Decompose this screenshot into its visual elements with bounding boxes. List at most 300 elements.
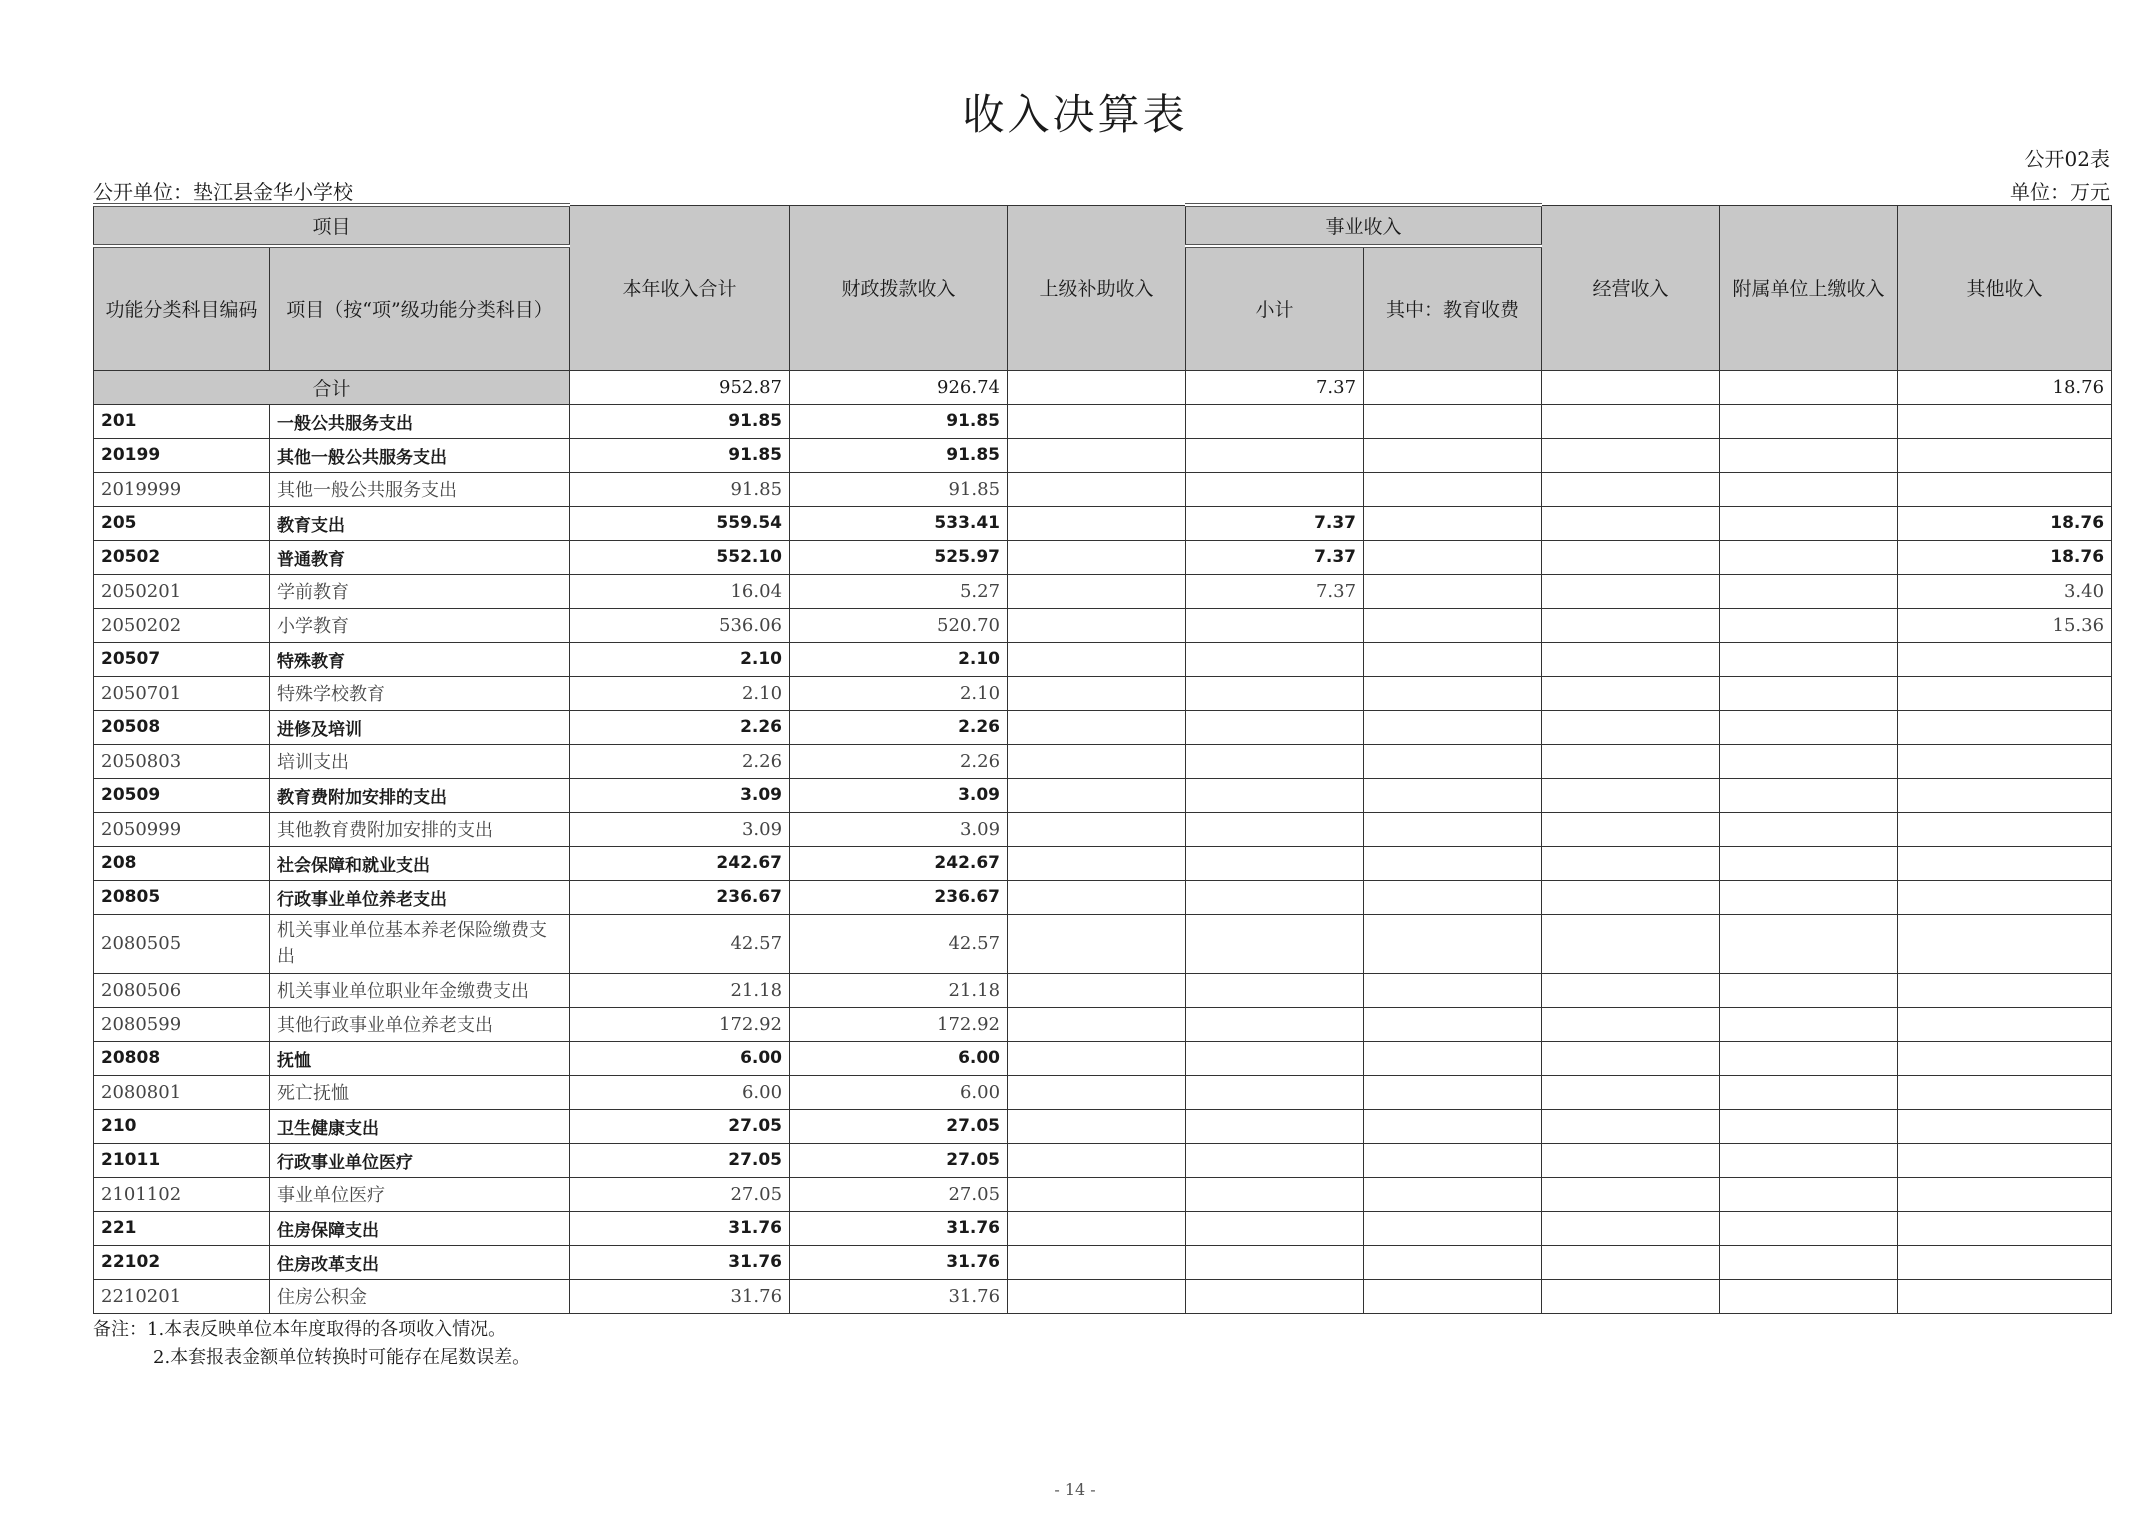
total-label: 合计 bbox=[94, 370, 570, 404]
header-operation: 经营收入 bbox=[1542, 205, 1720, 370]
row-affiliate bbox=[1720, 506, 1898, 540]
row-business-edu bbox=[1364, 608, 1542, 642]
row-business-edu bbox=[1364, 676, 1542, 710]
row-operation bbox=[1542, 404, 1720, 438]
row-business-subtotal bbox=[1186, 812, 1364, 846]
row-business-edu bbox=[1364, 1177, 1542, 1211]
row-fiscal: 31.76 bbox=[790, 1211, 1008, 1245]
row-code: 2050803 bbox=[94, 744, 270, 778]
row-other bbox=[1898, 438, 2112, 472]
row-total: 16.04 bbox=[570, 574, 790, 608]
row-other bbox=[1898, 880, 2112, 914]
row-fiscal: 3.09 bbox=[790, 778, 1008, 812]
row-affiliate bbox=[1720, 676, 1898, 710]
header-code: 功能分类科目编码 bbox=[94, 246, 270, 370]
row-operation bbox=[1542, 540, 1720, 574]
row-fiscal: 6.00 bbox=[790, 1041, 1008, 1075]
row-fiscal: 242.67 bbox=[790, 846, 1008, 880]
row-name: 特殊学校教育 bbox=[270, 676, 570, 710]
row-code: 221 bbox=[94, 1211, 270, 1245]
row-other bbox=[1898, 1245, 2112, 1279]
note-1: 备注：1.本表反映单位本年度取得的各项收入情况。 bbox=[93, 1319, 507, 1340]
row-business-subtotal bbox=[1186, 1075, 1364, 1109]
row-business-edu bbox=[1364, 540, 1542, 574]
row-other: 3.40 bbox=[1898, 574, 2112, 608]
header-business-subtotal: 小计 bbox=[1186, 246, 1364, 370]
table-row bbox=[94, 846, 2112, 880]
row-business-edu bbox=[1364, 1007, 1542, 1041]
row-business-subtotal bbox=[1186, 846, 1364, 880]
row-name: 教育费附加安排的支出 bbox=[270, 778, 570, 812]
row-name: 培训支出 bbox=[270, 744, 570, 778]
row-code: 2080801 bbox=[94, 1075, 270, 1109]
row-superior bbox=[1008, 1075, 1186, 1109]
row-fiscal: 91.85 bbox=[790, 438, 1008, 472]
row-other: 18.76 bbox=[1898, 540, 2112, 574]
table-row bbox=[94, 676, 2112, 710]
row-name: 社会保障和就业支出 bbox=[270, 846, 570, 880]
row-operation bbox=[1542, 676, 1720, 710]
header-affiliate: 附属单位上缴收入 bbox=[1720, 205, 1898, 370]
row-fiscal: 533.41 bbox=[790, 506, 1008, 540]
row-name: 学前教育 bbox=[270, 574, 570, 608]
row-code: 2080506 bbox=[94, 973, 270, 1007]
row-code: 2210201 bbox=[94, 1279, 270, 1313]
row-name: 事业单位医疗 bbox=[270, 1177, 570, 1211]
row-affiliate bbox=[1720, 438, 1898, 472]
row-business-subtotal bbox=[1186, 1041, 1364, 1075]
row-business-edu bbox=[1364, 404, 1542, 438]
row-name: 死亡抚恤 bbox=[270, 1075, 570, 1109]
row-affiliate bbox=[1720, 846, 1898, 880]
row-total: 559.54 bbox=[570, 506, 790, 540]
header-superior: 上级补助收入 bbox=[1008, 205, 1186, 370]
header-other: 其他收入 bbox=[1898, 205, 2112, 370]
table-row bbox=[94, 1211, 2112, 1245]
row-affiliate bbox=[1720, 1007, 1898, 1041]
row-fiscal: 3.09 bbox=[790, 812, 1008, 846]
table-row bbox=[94, 1075, 2112, 1109]
row-business-subtotal bbox=[1186, 1279, 1364, 1313]
row-code: 2050701 bbox=[94, 676, 270, 710]
row-operation bbox=[1542, 710, 1720, 744]
row-other bbox=[1898, 1177, 2112, 1211]
row-superior bbox=[1008, 880, 1186, 914]
row-business-subtotal bbox=[1186, 973, 1364, 1007]
table-row bbox=[94, 404, 2112, 438]
row-business-subtotal: 7.37 bbox=[1186, 506, 1364, 540]
row-business-subtotal bbox=[1186, 676, 1364, 710]
row-business-subtotal: 7.37 bbox=[1186, 574, 1364, 608]
row-affiliate bbox=[1720, 1177, 1898, 1211]
row-code: 201 bbox=[94, 404, 270, 438]
row-superior bbox=[1008, 1245, 1186, 1279]
row-business-subtotal: 7.37 bbox=[1186, 540, 1364, 574]
row-business-subtotal bbox=[1186, 710, 1364, 744]
row-code: 205 bbox=[94, 506, 270, 540]
row-fiscal: 91.85 bbox=[790, 404, 1008, 438]
row-affiliate bbox=[1720, 472, 1898, 506]
row-code: 20502 bbox=[94, 540, 270, 574]
row-superior bbox=[1008, 973, 1186, 1007]
row-affiliate bbox=[1720, 744, 1898, 778]
row-total: 31.76 bbox=[570, 1245, 790, 1279]
row-name: 机关事业单位基本养老保险缴费支出 bbox=[270, 914, 570, 973]
row-affiliate bbox=[1720, 1245, 1898, 1279]
row-business-subtotal bbox=[1186, 1007, 1364, 1041]
row-other bbox=[1898, 1211, 2112, 1245]
row-total: 172.92 bbox=[570, 1007, 790, 1041]
row-code: 2050999 bbox=[94, 812, 270, 846]
header-business-group: 事业收入 bbox=[1186, 205, 1542, 246]
row-code: 2101102 bbox=[94, 1177, 270, 1211]
table-row bbox=[94, 1177, 2112, 1211]
row-name: 教育支出 bbox=[270, 506, 570, 540]
row-total: 91.85 bbox=[570, 404, 790, 438]
row-superior bbox=[1008, 438, 1186, 472]
row-business-edu bbox=[1364, 574, 1542, 608]
table-row bbox=[94, 608, 2112, 642]
row-business-subtotal bbox=[1186, 880, 1364, 914]
row-superior bbox=[1008, 540, 1186, 574]
table-row bbox=[94, 880, 2112, 914]
row-operation bbox=[1542, 744, 1720, 778]
row-operation bbox=[1542, 846, 1720, 880]
table-row bbox=[94, 438, 2112, 472]
total-affiliate bbox=[1720, 370, 1898, 404]
row-other bbox=[1898, 1143, 2112, 1177]
row-business-subtotal bbox=[1186, 472, 1364, 506]
row-operation bbox=[1542, 1143, 1720, 1177]
row-code: 22102 bbox=[94, 1245, 270, 1279]
income-table bbox=[93, 203, 2112, 1314]
table-row bbox=[94, 1279, 2112, 1313]
row-operation bbox=[1542, 778, 1720, 812]
row-operation bbox=[1542, 642, 1720, 676]
table-row bbox=[94, 506, 2112, 540]
row-superior bbox=[1008, 778, 1186, 812]
row-operation bbox=[1542, 472, 1720, 506]
row-total: 31.76 bbox=[570, 1279, 790, 1313]
row-fiscal: 27.05 bbox=[790, 1143, 1008, 1177]
header-business-edu: 其中：教育收费 bbox=[1364, 246, 1542, 370]
row-superior bbox=[1008, 506, 1186, 540]
total-superior bbox=[1008, 370, 1186, 404]
row-other bbox=[1898, 846, 2112, 880]
row-name: 行政事业单位医疗 bbox=[270, 1143, 570, 1177]
row-superior bbox=[1008, 1143, 1186, 1177]
row-business-subtotal bbox=[1186, 778, 1364, 812]
total-row bbox=[94, 370, 2112, 404]
row-code: 20808 bbox=[94, 1041, 270, 1075]
row-business-edu bbox=[1364, 472, 1542, 506]
row-code: 20509 bbox=[94, 778, 270, 812]
row-other bbox=[1898, 973, 2112, 1007]
row-operation bbox=[1542, 914, 1720, 973]
row-affiliate bbox=[1720, 608, 1898, 642]
row-other bbox=[1898, 914, 2112, 973]
row-total: 242.67 bbox=[570, 846, 790, 880]
row-business-edu bbox=[1364, 1075, 1542, 1109]
row-affiliate bbox=[1720, 812, 1898, 846]
row-affiliate bbox=[1720, 540, 1898, 574]
table-row bbox=[94, 710, 2112, 744]
row-superior bbox=[1008, 1211, 1186, 1245]
row-total: 3.09 bbox=[570, 778, 790, 812]
row-fiscal: 2.26 bbox=[790, 710, 1008, 744]
row-total: 536.06 bbox=[570, 608, 790, 642]
row-other bbox=[1898, 404, 2112, 438]
table-row bbox=[94, 1007, 2112, 1041]
row-code: 2080505 bbox=[94, 914, 270, 973]
row-fiscal: 2.10 bbox=[790, 676, 1008, 710]
row-total: 27.05 bbox=[570, 1143, 790, 1177]
row-other bbox=[1898, 1007, 2112, 1041]
row-superior bbox=[1008, 812, 1186, 846]
row-name: 一般公共服务支出 bbox=[270, 404, 570, 438]
row-other bbox=[1898, 676, 2112, 710]
row-other bbox=[1898, 1075, 2112, 1109]
row-total: 2.26 bbox=[570, 710, 790, 744]
row-code: 2050202 bbox=[94, 608, 270, 642]
row-business-edu bbox=[1364, 506, 1542, 540]
row-other bbox=[1898, 1279, 2112, 1313]
row-business-subtotal bbox=[1186, 1177, 1364, 1211]
row-code: 2080599 bbox=[94, 1007, 270, 1041]
row-name: 抚恤 bbox=[270, 1041, 570, 1075]
row-business-edu bbox=[1364, 1211, 1542, 1245]
row-operation bbox=[1542, 608, 1720, 642]
row-other bbox=[1898, 1109, 2112, 1143]
row-business-edu bbox=[1364, 1041, 1542, 1075]
row-fiscal: 31.76 bbox=[790, 1279, 1008, 1313]
page-number: - 14 - bbox=[1054, 1480, 1096, 1499]
row-code: 21011 bbox=[94, 1143, 270, 1177]
row-total: 27.05 bbox=[570, 1177, 790, 1211]
header-project: 项目 bbox=[94, 205, 570, 246]
row-affiliate bbox=[1720, 914, 1898, 973]
row-business-edu bbox=[1364, 642, 1542, 676]
row-name: 普通教育 bbox=[270, 540, 570, 574]
row-business-edu bbox=[1364, 880, 1542, 914]
row-total: 21.18 bbox=[570, 973, 790, 1007]
row-business-subtotal bbox=[1186, 1143, 1364, 1177]
row-total: 3.09 bbox=[570, 812, 790, 846]
row-business-subtotal bbox=[1186, 914, 1364, 973]
row-operation bbox=[1542, 1007, 1720, 1041]
row-superior bbox=[1008, 1177, 1186, 1211]
row-superior bbox=[1008, 914, 1186, 973]
row-total: 31.76 bbox=[570, 1211, 790, 1245]
row-fiscal: 236.67 bbox=[790, 880, 1008, 914]
row-total: 42.57 bbox=[570, 914, 790, 973]
table-row bbox=[94, 744, 2112, 778]
row-operation bbox=[1542, 973, 1720, 1007]
row-affiliate bbox=[1720, 1211, 1898, 1245]
row-affiliate bbox=[1720, 973, 1898, 1007]
table-row bbox=[94, 1041, 2112, 1075]
row-code: 20508 bbox=[94, 710, 270, 744]
row-affiliate bbox=[1720, 880, 1898, 914]
row-fiscal: 2.10 bbox=[790, 642, 1008, 676]
row-superior bbox=[1008, 608, 1186, 642]
row-business-subtotal bbox=[1186, 404, 1364, 438]
row-total: 6.00 bbox=[570, 1041, 790, 1075]
total-total: 952.87 bbox=[570, 370, 790, 404]
row-business-edu bbox=[1364, 973, 1542, 1007]
row-business-subtotal bbox=[1186, 642, 1364, 676]
row-fiscal: 2.26 bbox=[790, 744, 1008, 778]
header-name: 项目（按“项”级功能分类科目） bbox=[270, 246, 570, 370]
row-total: 91.85 bbox=[570, 472, 790, 506]
row-other bbox=[1898, 778, 2112, 812]
row-business-subtotal bbox=[1186, 438, 1364, 472]
row-affiliate bbox=[1720, 1279, 1898, 1313]
page-title: 收入决算表 bbox=[962, 90, 1188, 139]
row-business-edu bbox=[1364, 744, 1542, 778]
row-fiscal: 42.57 bbox=[790, 914, 1008, 973]
total-other: 18.76 bbox=[1898, 370, 2112, 404]
row-superior bbox=[1008, 1279, 1186, 1313]
table-row bbox=[94, 472, 2112, 506]
row-business-edu bbox=[1364, 914, 1542, 973]
row-operation bbox=[1542, 1177, 1720, 1211]
row-name: 小学教育 bbox=[270, 608, 570, 642]
row-operation bbox=[1542, 1211, 1720, 1245]
row-fiscal: 27.05 bbox=[790, 1109, 1008, 1143]
row-superior bbox=[1008, 846, 1186, 880]
row-fiscal: 5.27 bbox=[790, 574, 1008, 608]
row-business-edu bbox=[1364, 1245, 1542, 1279]
row-superior bbox=[1008, 744, 1186, 778]
row-business-edu bbox=[1364, 1109, 1542, 1143]
row-name: 住房公积金 bbox=[270, 1279, 570, 1313]
row-code: 2019999 bbox=[94, 472, 270, 506]
row-fiscal: 172.92 bbox=[790, 1007, 1008, 1041]
row-business-edu bbox=[1364, 812, 1542, 846]
currency-unit: 单位：万元 bbox=[2010, 180, 2110, 204]
row-name: 进修及培训 bbox=[270, 710, 570, 744]
row-operation bbox=[1542, 880, 1720, 914]
row-operation bbox=[1542, 812, 1720, 846]
row-name: 其他教育费附加安排的支出 bbox=[270, 812, 570, 846]
row-other bbox=[1898, 812, 2112, 846]
header-fiscal: 财政拨款收入 bbox=[790, 205, 1008, 370]
row-code: 2050201 bbox=[94, 574, 270, 608]
row-operation bbox=[1542, 574, 1720, 608]
row-affiliate bbox=[1720, 642, 1898, 676]
row-other bbox=[1898, 642, 2112, 676]
row-affiliate bbox=[1720, 1143, 1898, 1177]
row-code: 208 bbox=[94, 846, 270, 880]
table-row bbox=[94, 778, 2112, 812]
row-name: 其他一般公共服务支出 bbox=[270, 438, 570, 472]
row-total: 6.00 bbox=[570, 1075, 790, 1109]
row-business-edu bbox=[1364, 1143, 1542, 1177]
table-row bbox=[94, 1143, 2112, 1177]
row-other bbox=[1898, 710, 2112, 744]
row-name: 其他一般公共服务支出 bbox=[270, 472, 570, 506]
row-fiscal: 525.97 bbox=[790, 540, 1008, 574]
row-business-subtotal bbox=[1186, 1211, 1364, 1245]
row-superior bbox=[1008, 642, 1186, 676]
row-superior bbox=[1008, 1007, 1186, 1041]
row-other: 15.36 bbox=[1898, 608, 2112, 642]
row-name: 其他行政事业单位养老支出 bbox=[270, 1007, 570, 1041]
row-business-edu bbox=[1364, 778, 1542, 812]
row-total: 552.10 bbox=[570, 540, 790, 574]
row-business-subtotal bbox=[1186, 608, 1364, 642]
row-affiliate bbox=[1720, 1041, 1898, 1075]
table-row bbox=[94, 574, 2112, 608]
row-other bbox=[1898, 1041, 2112, 1075]
header-total: 本年收入合计 bbox=[570, 205, 790, 370]
row-other bbox=[1898, 744, 2112, 778]
row-business-edu bbox=[1364, 710, 1542, 744]
row-affiliate bbox=[1720, 574, 1898, 608]
row-business-subtotal bbox=[1186, 1109, 1364, 1143]
total-operation bbox=[1542, 370, 1720, 404]
row-total: 2.26 bbox=[570, 744, 790, 778]
row-name: 机关事业单位职业年金缴费支出 bbox=[270, 973, 570, 1007]
table-row bbox=[94, 914, 2112, 973]
reporting-unit: 公开单位：垫江县金华小学校 bbox=[93, 180, 353, 204]
row-name: 特殊教育 bbox=[270, 642, 570, 676]
row-fiscal: 31.76 bbox=[790, 1245, 1008, 1279]
row-other bbox=[1898, 472, 2112, 506]
row-superior bbox=[1008, 676, 1186, 710]
table-row bbox=[94, 642, 2112, 676]
row-superior bbox=[1008, 1041, 1186, 1075]
table-row bbox=[94, 973, 2112, 1007]
row-name: 住房改革支出 bbox=[270, 1245, 570, 1279]
row-superior bbox=[1008, 710, 1186, 744]
row-code: 20805 bbox=[94, 880, 270, 914]
row-code: 20507 bbox=[94, 642, 270, 676]
table-row bbox=[94, 1245, 2112, 1279]
table-row bbox=[94, 1109, 2112, 1143]
row-operation bbox=[1542, 1041, 1720, 1075]
row-business-edu bbox=[1364, 438, 1542, 472]
row-superior bbox=[1008, 404, 1186, 438]
total-business-subtotal: 7.37 bbox=[1186, 370, 1364, 404]
row-total: 2.10 bbox=[570, 642, 790, 676]
row-operation bbox=[1542, 1075, 1720, 1109]
row-affiliate bbox=[1720, 710, 1898, 744]
row-code: 210 bbox=[94, 1109, 270, 1143]
row-fiscal: 91.85 bbox=[790, 472, 1008, 506]
row-name: 住房保障支出 bbox=[270, 1211, 570, 1245]
row-affiliate bbox=[1720, 778, 1898, 812]
total-business-edu bbox=[1364, 370, 1542, 404]
row-fiscal: 27.05 bbox=[790, 1177, 1008, 1211]
row-business-subtotal bbox=[1186, 744, 1364, 778]
total-fiscal: 926.74 bbox=[790, 370, 1008, 404]
row-name: 行政事业单位养老支出 bbox=[270, 880, 570, 914]
row-business-edu bbox=[1364, 1279, 1542, 1313]
row-superior bbox=[1008, 472, 1186, 506]
row-business-subtotal bbox=[1186, 1245, 1364, 1279]
row-fiscal: 21.18 bbox=[790, 973, 1008, 1007]
row-total: 236.67 bbox=[570, 880, 790, 914]
row-operation bbox=[1542, 1279, 1720, 1313]
table-row bbox=[94, 812, 2112, 846]
row-total: 91.85 bbox=[570, 438, 790, 472]
row-superior bbox=[1008, 574, 1186, 608]
row-operation bbox=[1542, 1245, 1720, 1279]
row-affiliate bbox=[1720, 1075, 1898, 1109]
row-affiliate bbox=[1720, 1109, 1898, 1143]
